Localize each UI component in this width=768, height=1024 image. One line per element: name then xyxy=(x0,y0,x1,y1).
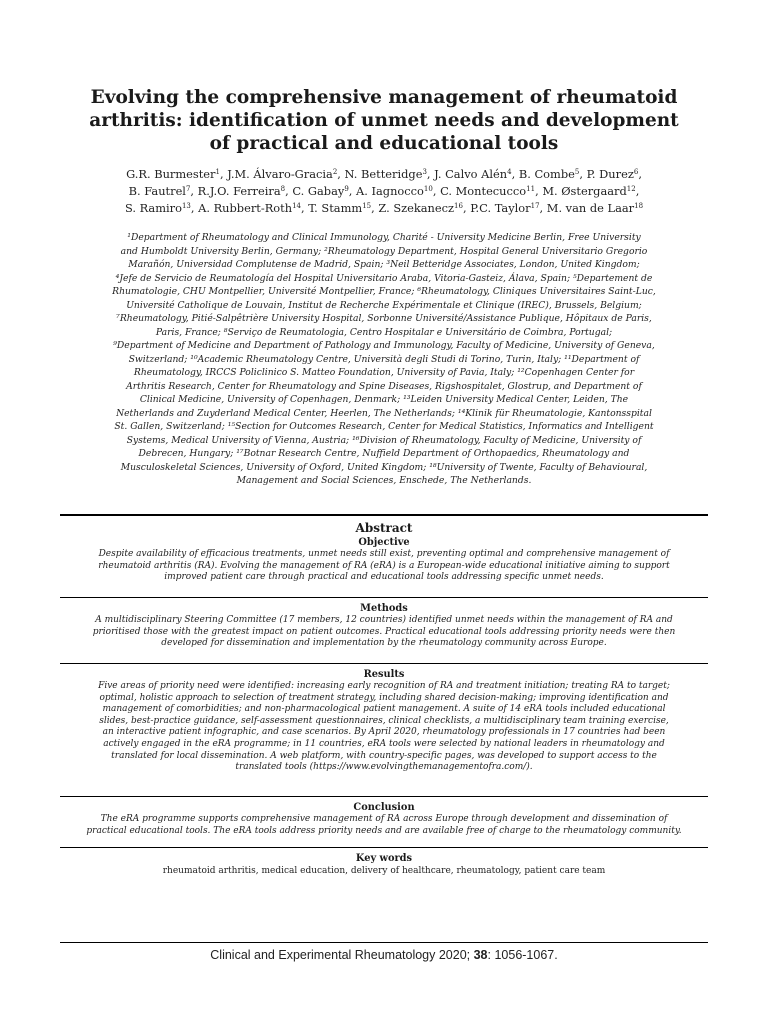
author-affiliation-number: 17 xyxy=(530,202,540,210)
author-affiliation-number: 18 xyxy=(634,202,644,210)
citation-pages: : 1056-1067. xyxy=(487,948,558,962)
keywords-heading: Key words xyxy=(355,853,413,864)
objective-line: rheumatoid arthritis (RA). Evolving the management of RA (eRA) is a European-wide educational initiative aiming to support xyxy=(98,560,670,571)
objective-heading: Objective xyxy=(358,537,410,548)
author-affiliation-number: 7 xyxy=(185,185,191,193)
journal-citation xyxy=(60,947,708,963)
author-name: J.M. Álvaro-Gracia xyxy=(227,167,333,181)
author-affiliation-number: 3 xyxy=(422,168,427,176)
results-line: optimal, holistic approach to selection of treatment strategy, including shared decision-making; improving identification and xyxy=(99,692,669,703)
affiliation-line: and Humboldt University Berlin, Germany; ²Rheumatology Department, Hospital General Universitario Gregorio xyxy=(120,245,648,257)
conclusion-section xyxy=(60,801,708,837)
author-name: M. Østergaard xyxy=(542,184,627,198)
methods-line: prioritised those with the greatest impact on patient outcomes. Practical educational tools addressing priority needs were then xyxy=(92,626,676,637)
affiliation-line: Arthritis Research, Center for Rheumatology and Spine Diseases, Rigshospitalet, Glostrup, and Department of xyxy=(126,380,642,392)
section-divider xyxy=(60,597,708,598)
citation-journal: Clinical and Experimental Rheumatology 2020; xyxy=(210,948,474,962)
results-line: translated for local dissemination. A web platform, with country-specific pages, was developed to support access to the xyxy=(111,750,657,761)
results-heading: Results xyxy=(363,669,405,680)
affiliation-line: Clinical Medicine, University of Copenhagen, Denmark; ¹³Leiden University Medical Center, Leiden, The xyxy=(139,394,629,405)
author-name: B. Combe xyxy=(518,167,575,181)
conclusion-heading: Conclusion xyxy=(353,802,415,813)
affiliation-line: Management and Social Sciences, Enschede, The Netherlands. xyxy=(236,475,532,486)
author-affiliation-number: 13 xyxy=(181,202,191,210)
results-line: management of comorbidities; and non-pharmacological patient management. A suite of 14 eRA tools included educational xyxy=(102,704,666,715)
author-name: N. Betteridge xyxy=(344,167,423,181)
author-affiliation-number: 10 xyxy=(423,185,433,193)
author-name: S. Ramiro xyxy=(124,201,182,215)
abstract-objective-section xyxy=(60,521,708,584)
conclusion-line: The eRA programme supports comprehensive management of RA across Europe through development and dissemination of xyxy=(100,814,668,824)
results-text xyxy=(60,681,708,774)
methods-line: developed for dissemination and implementation by the rheumatology community across Europe. xyxy=(161,638,607,649)
author-affiliation-number: 2 xyxy=(332,168,338,176)
affiliation-line: ⁹Department of Medicine and Department of Pathology and Immunology, Faculty of Medicine, University of Geneva, xyxy=(113,340,655,351)
author-affiliation-number: 8 xyxy=(280,185,286,193)
objective-text xyxy=(60,549,708,584)
author-name: Z. Szekanecz xyxy=(378,201,455,215)
footer-rule xyxy=(60,942,708,943)
conclusion-line: practical educational tools. The eRA tools address priority needs and are available free of charge to the rheumatology community. xyxy=(86,825,682,836)
results-line: slides, best-practice guidance, self-assessment questionnaires, clinical checklists, a multidisciplinary team training exercise, xyxy=(99,715,669,726)
author-name: C. Montecucco xyxy=(440,184,527,198)
section-divider xyxy=(60,796,708,797)
affiliation-line: Debrecen, Hungary; ¹⁷Botnar Research Centre, Nuffield Department of Orthopaedics, Rheumatology and xyxy=(138,448,630,459)
affiliation-line: Paris, France; ⁸Serviço de Reumatologia, Centro Hospitalar e Universitário de Coimbra, Portugal; xyxy=(155,326,613,338)
section-divider xyxy=(60,847,708,848)
author-name: R.J.O. Ferreira xyxy=(197,184,281,198)
methods-line: A multidisciplinary Steering Committee (17 members, 12 countries) identified unmet needs within the management of RA and xyxy=(95,615,673,625)
author-affiliation-number: 14 xyxy=(292,202,301,210)
title-line: of practical and educational tools xyxy=(209,133,559,154)
keywords-section xyxy=(60,852,708,877)
affiliation-line: Marañón, Universidad Complutense de Madrid, Spain; ³Neil Betteridge Associates, London, United Kingdom; xyxy=(128,259,640,270)
author-affiliation-number: 16 xyxy=(454,202,463,210)
author-line: S. Ramiro$^{13}$, A. Rubbert-Roth$^{14}$, T. Stamm$^{15}$, Z. Szekanecz$^{16}$, P.C. Taylor$^{17}$, M. van de Laar$^{18}$ xyxy=(124,201,644,215)
abstract-top-rule xyxy=(60,514,708,516)
conclusion-text xyxy=(60,814,708,837)
author-affiliation-number: 12 xyxy=(626,185,636,193)
keywords-text: rheumatoid arthritis, medical education, delivery of healthcare, rheumatology, patient care team xyxy=(162,866,606,876)
author-name: M. van de Laar xyxy=(546,201,635,215)
author-name: P. Durez xyxy=(586,167,634,181)
citation-volume: 38 xyxy=(473,948,488,962)
author-affiliation-number: 4 xyxy=(507,168,512,176)
author-line: G.R. Burmester$^1$, J.M. Álvaro-Gracia$^2$, N. Betteridge$^3$, J. Calvo Alén$^4$, B. Combe$^5$, P. Durez$^6$, xyxy=(126,167,642,181)
methods-heading: Methods xyxy=(360,603,408,614)
affiliation-line: ¹Department of Rheumatology and Clinical Immunology, Charité - University Medicine Berlin, Free University xyxy=(127,232,641,243)
author-name: T. Stamm xyxy=(308,201,363,215)
affiliation-line: ⁴Jefe de Servicio de Reumatología del Hospital Universitario Araba, Vitoria-Gasteiz, Álava, Spain; ⁵Departement de xyxy=(115,272,653,284)
affiliation-line: Université Catholique de Louvain, Institut de Recherche Expérimentale et Clinique (IREC), Brussels, Belgium; xyxy=(126,299,642,311)
author-line: B. Fautrel$^7$, R.J.O. Ferreira$^8$, C. Gabay$^9$, A. Iagnocco$^{10}$, C. Montecucco$^{11}$, M. Østergaard$^{12}$, xyxy=(128,184,640,198)
author-affiliation-number: 5 xyxy=(574,168,580,176)
methods-text xyxy=(60,615,708,650)
author-affiliation-number: 1 xyxy=(215,168,220,176)
author-affiliation-number: 6 xyxy=(633,168,639,176)
author-name: C. Gabay xyxy=(292,184,345,198)
author-name: A. Iagnocco xyxy=(356,184,424,198)
title-line: Evolving the comprehensive management of rheumatoid xyxy=(90,87,678,108)
affiliation-line: St. Gallen, Switzerland; ¹⁵Section for Outcomes Research, Center for Medical Statistics, Informatics and Intelligent xyxy=(114,421,654,432)
author-name: P.C. Taylor xyxy=(470,201,531,215)
author-name: G.R. Burmester xyxy=(126,167,216,181)
affiliation-line: Rheumatology, IRCCS Policlinico S. Matteo Foundation, University of Pavia, Italy; ¹²Copenhagen Center for xyxy=(133,367,635,378)
affiliation-line: ⁷Rheumatology, Pitié-Salpêtrière University Hospital, Sorbonne Université/Assistance Publique, Hôpitaux de Paris, xyxy=(116,313,652,324)
affiliation-line: Netherlands and Zuyderland Medical Center, Heerlen, The Netherlands; ¹⁴Klinik für Rheumatologie, Kantonsspital xyxy=(116,407,652,419)
affiliation-line: Musculoskeletal Sciences, University of Oxford, United Kingdom; ¹⁸University of Twente, Faculty of Behavioural, xyxy=(120,461,648,473)
author-affiliation-number: 15 xyxy=(362,202,372,210)
objective-line: improved patient care through practical and educational tools addressing specific unmet needs. xyxy=(164,572,604,583)
affiliations xyxy=(66,231,702,488)
abstract-heading: Abstract xyxy=(355,521,413,535)
author-name: J. Calvo Alén xyxy=(434,167,508,181)
author-affiliation-number: 11 xyxy=(526,185,536,193)
section-divider xyxy=(60,663,708,664)
author-name: A. Rubbert-Roth xyxy=(198,201,293,215)
results-line: Five areas of priority need were identified: increasing early recognition of RA and treatment initiation; treating RA to target; xyxy=(98,681,670,691)
author-name: B. Fautrel xyxy=(128,184,186,198)
affiliation-line: Systems, Medical University of Vienna, Austria; ¹⁶Division of Rheumatology, Faculty of Medicine, University of xyxy=(126,434,642,446)
methods-section xyxy=(60,602,708,650)
results-line: translated tools (https://www.evolvingthemanagementofra.com/). xyxy=(235,762,533,773)
results-line: an interactive patient infographic, and case scenarios. By April 2020, rheumatology professionals in 17 countries had been xyxy=(102,727,666,738)
author-list xyxy=(40,166,728,217)
results-line: actively engaged in the eRA programme; in 11 countries, eRA tools were selected by national leaders in rheumatology and xyxy=(103,738,665,749)
affiliation-line: Rhumatologie, CHU Montpellier, Université Montpellier, France; ⁶Rheumatology, Cliniques Universitaires Saint-Luc, xyxy=(112,286,656,297)
article-title xyxy=(60,86,708,155)
objective-line: Despite availability of efficacious treatments, unmet needs still exist, preventing optimal and comprehensive management of xyxy=(98,549,670,559)
affiliation-line: Switzerland; ¹⁰Academic Rheumatology Centre, Università degli Studi di Torino, Turin, Italy; ¹¹Department of xyxy=(128,353,640,365)
results-section xyxy=(60,668,708,774)
author-affiliation-number: 9 xyxy=(344,185,349,193)
title-line: arthritis: identification of unmet needs and development xyxy=(89,110,679,131)
